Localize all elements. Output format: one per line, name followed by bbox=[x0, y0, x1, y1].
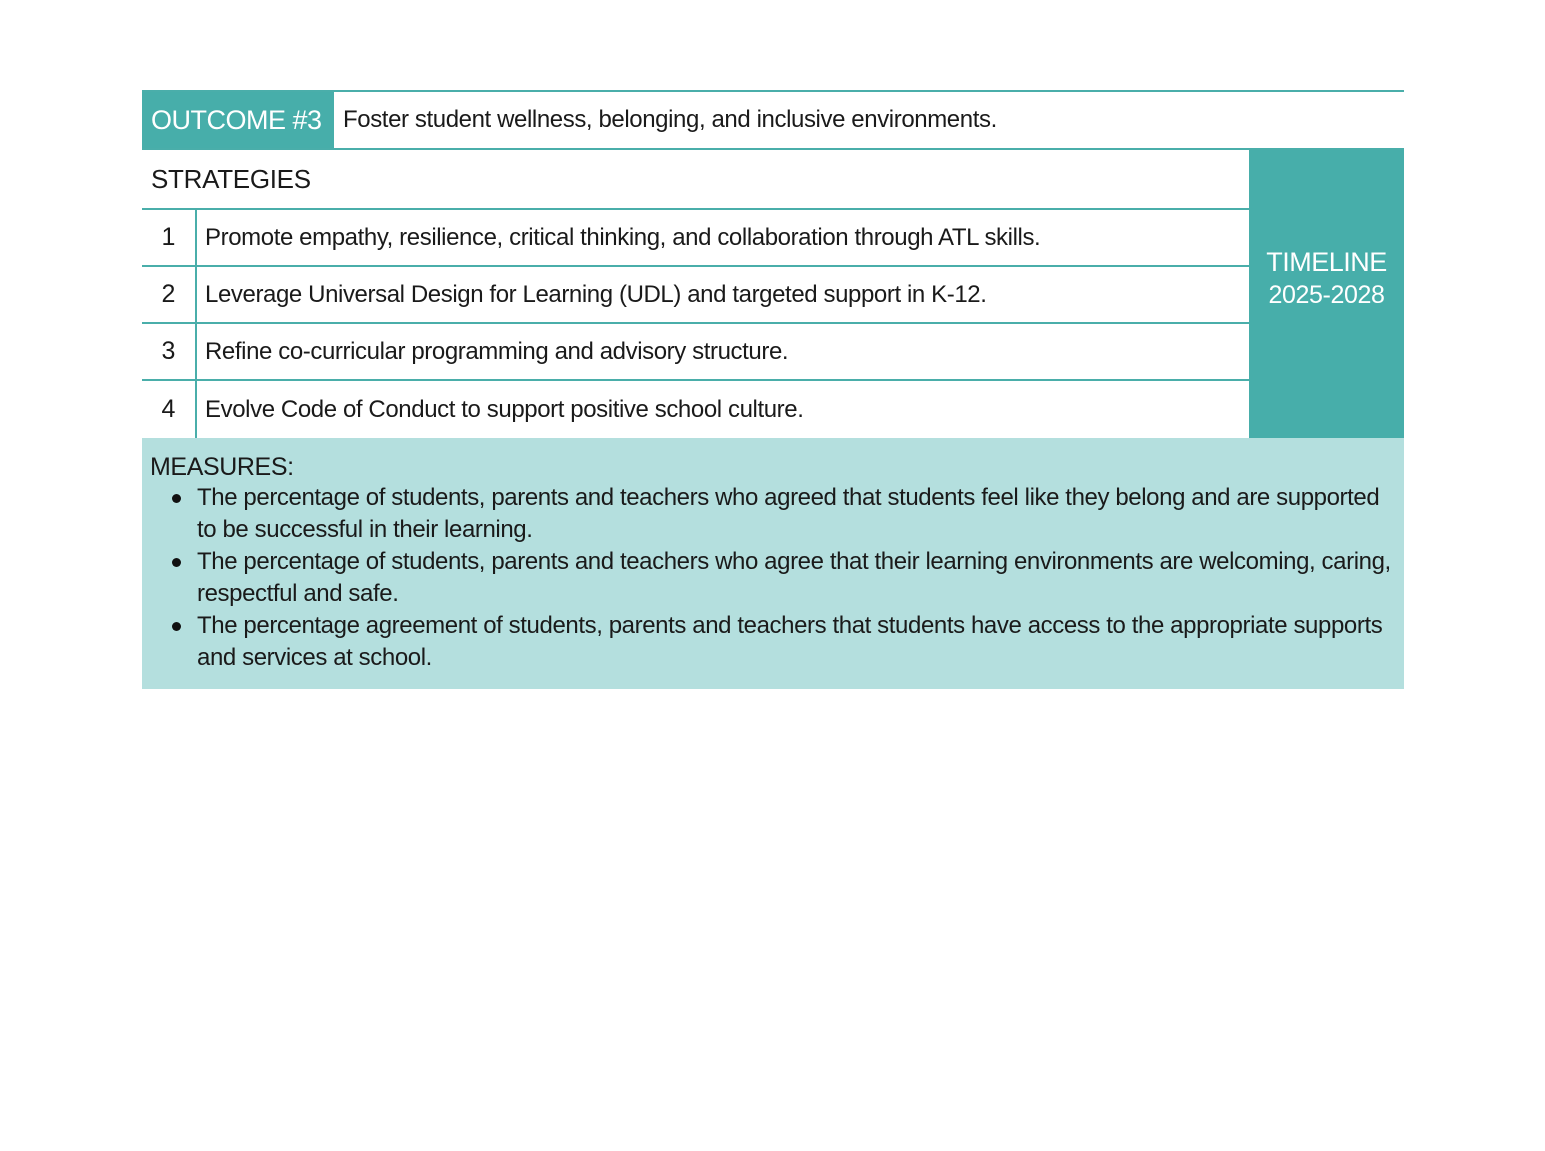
strategy-row bbox=[142, 267, 1249, 324]
measure-text: The percentage agreement of students, parents and teachers that students have access to the appropriate supports and services at school. bbox=[197, 612, 1383, 671]
strategies-header: STRATEGIES bbox=[142, 150, 1249, 210]
strategy-row bbox=[142, 381, 1249, 438]
strategy-row bbox=[142, 324, 1249, 381]
strategy-number: 1 bbox=[142, 210, 197, 265]
outcome-label: OUTCOME #3 bbox=[142, 92, 334, 148]
strategy-number: 4 bbox=[142, 381, 197, 438]
bullet-icon bbox=[172, 622, 181, 631]
strategy-text: Leverage Universal Design for Learning (UDL) and targeted support in K-12. bbox=[205, 280, 987, 308]
outcome-row bbox=[142, 90, 1404, 150]
timeline-years: 2025-2028 bbox=[1268, 281, 1385, 309]
strategy-text: Refine co-curricular programming and advisory structure. bbox=[205, 337, 789, 365]
strategies-section bbox=[142, 150, 1404, 438]
measures-section bbox=[142, 438, 1404, 689]
outcome-description: Foster student wellness, belonging, and inclusive environments. bbox=[343, 106, 997, 133]
strategy-number: 3 bbox=[142, 324, 197, 379]
strategy-row bbox=[142, 210, 1249, 267]
measure-item bbox=[150, 482, 1392, 546]
measures-list bbox=[150, 482, 1392, 674]
measure-text: The percentage of students, parents and teachers who agree that their learning environments are welcoming, caring, respectful and safe. bbox=[197, 548, 1391, 607]
measure-item bbox=[150, 610, 1392, 674]
outcome-table bbox=[142, 90, 1404, 689]
strategy-number: 2 bbox=[142, 267, 197, 322]
measures-title: MEASURES: bbox=[150, 453, 294, 481]
strategy-text: Promote empathy, resilience, critical thinking, and collaboration through ATL skills. bbox=[205, 223, 1041, 251]
bullet-icon bbox=[172, 558, 181, 567]
strategies-list bbox=[142, 150, 1249, 438]
measure-text: The percentage of students, parents and teachers who agreed that students feel like they belong and are supported to be successful in their learning. bbox=[197, 484, 1380, 543]
strategy-text: Evolve Code of Conduct to support positive school culture. bbox=[205, 395, 804, 423]
timeline-panel bbox=[1249, 150, 1404, 438]
bullet-icon bbox=[172, 494, 181, 503]
measure-item bbox=[150, 546, 1392, 610]
timeline-label: TIMELINE bbox=[1266, 247, 1387, 277]
